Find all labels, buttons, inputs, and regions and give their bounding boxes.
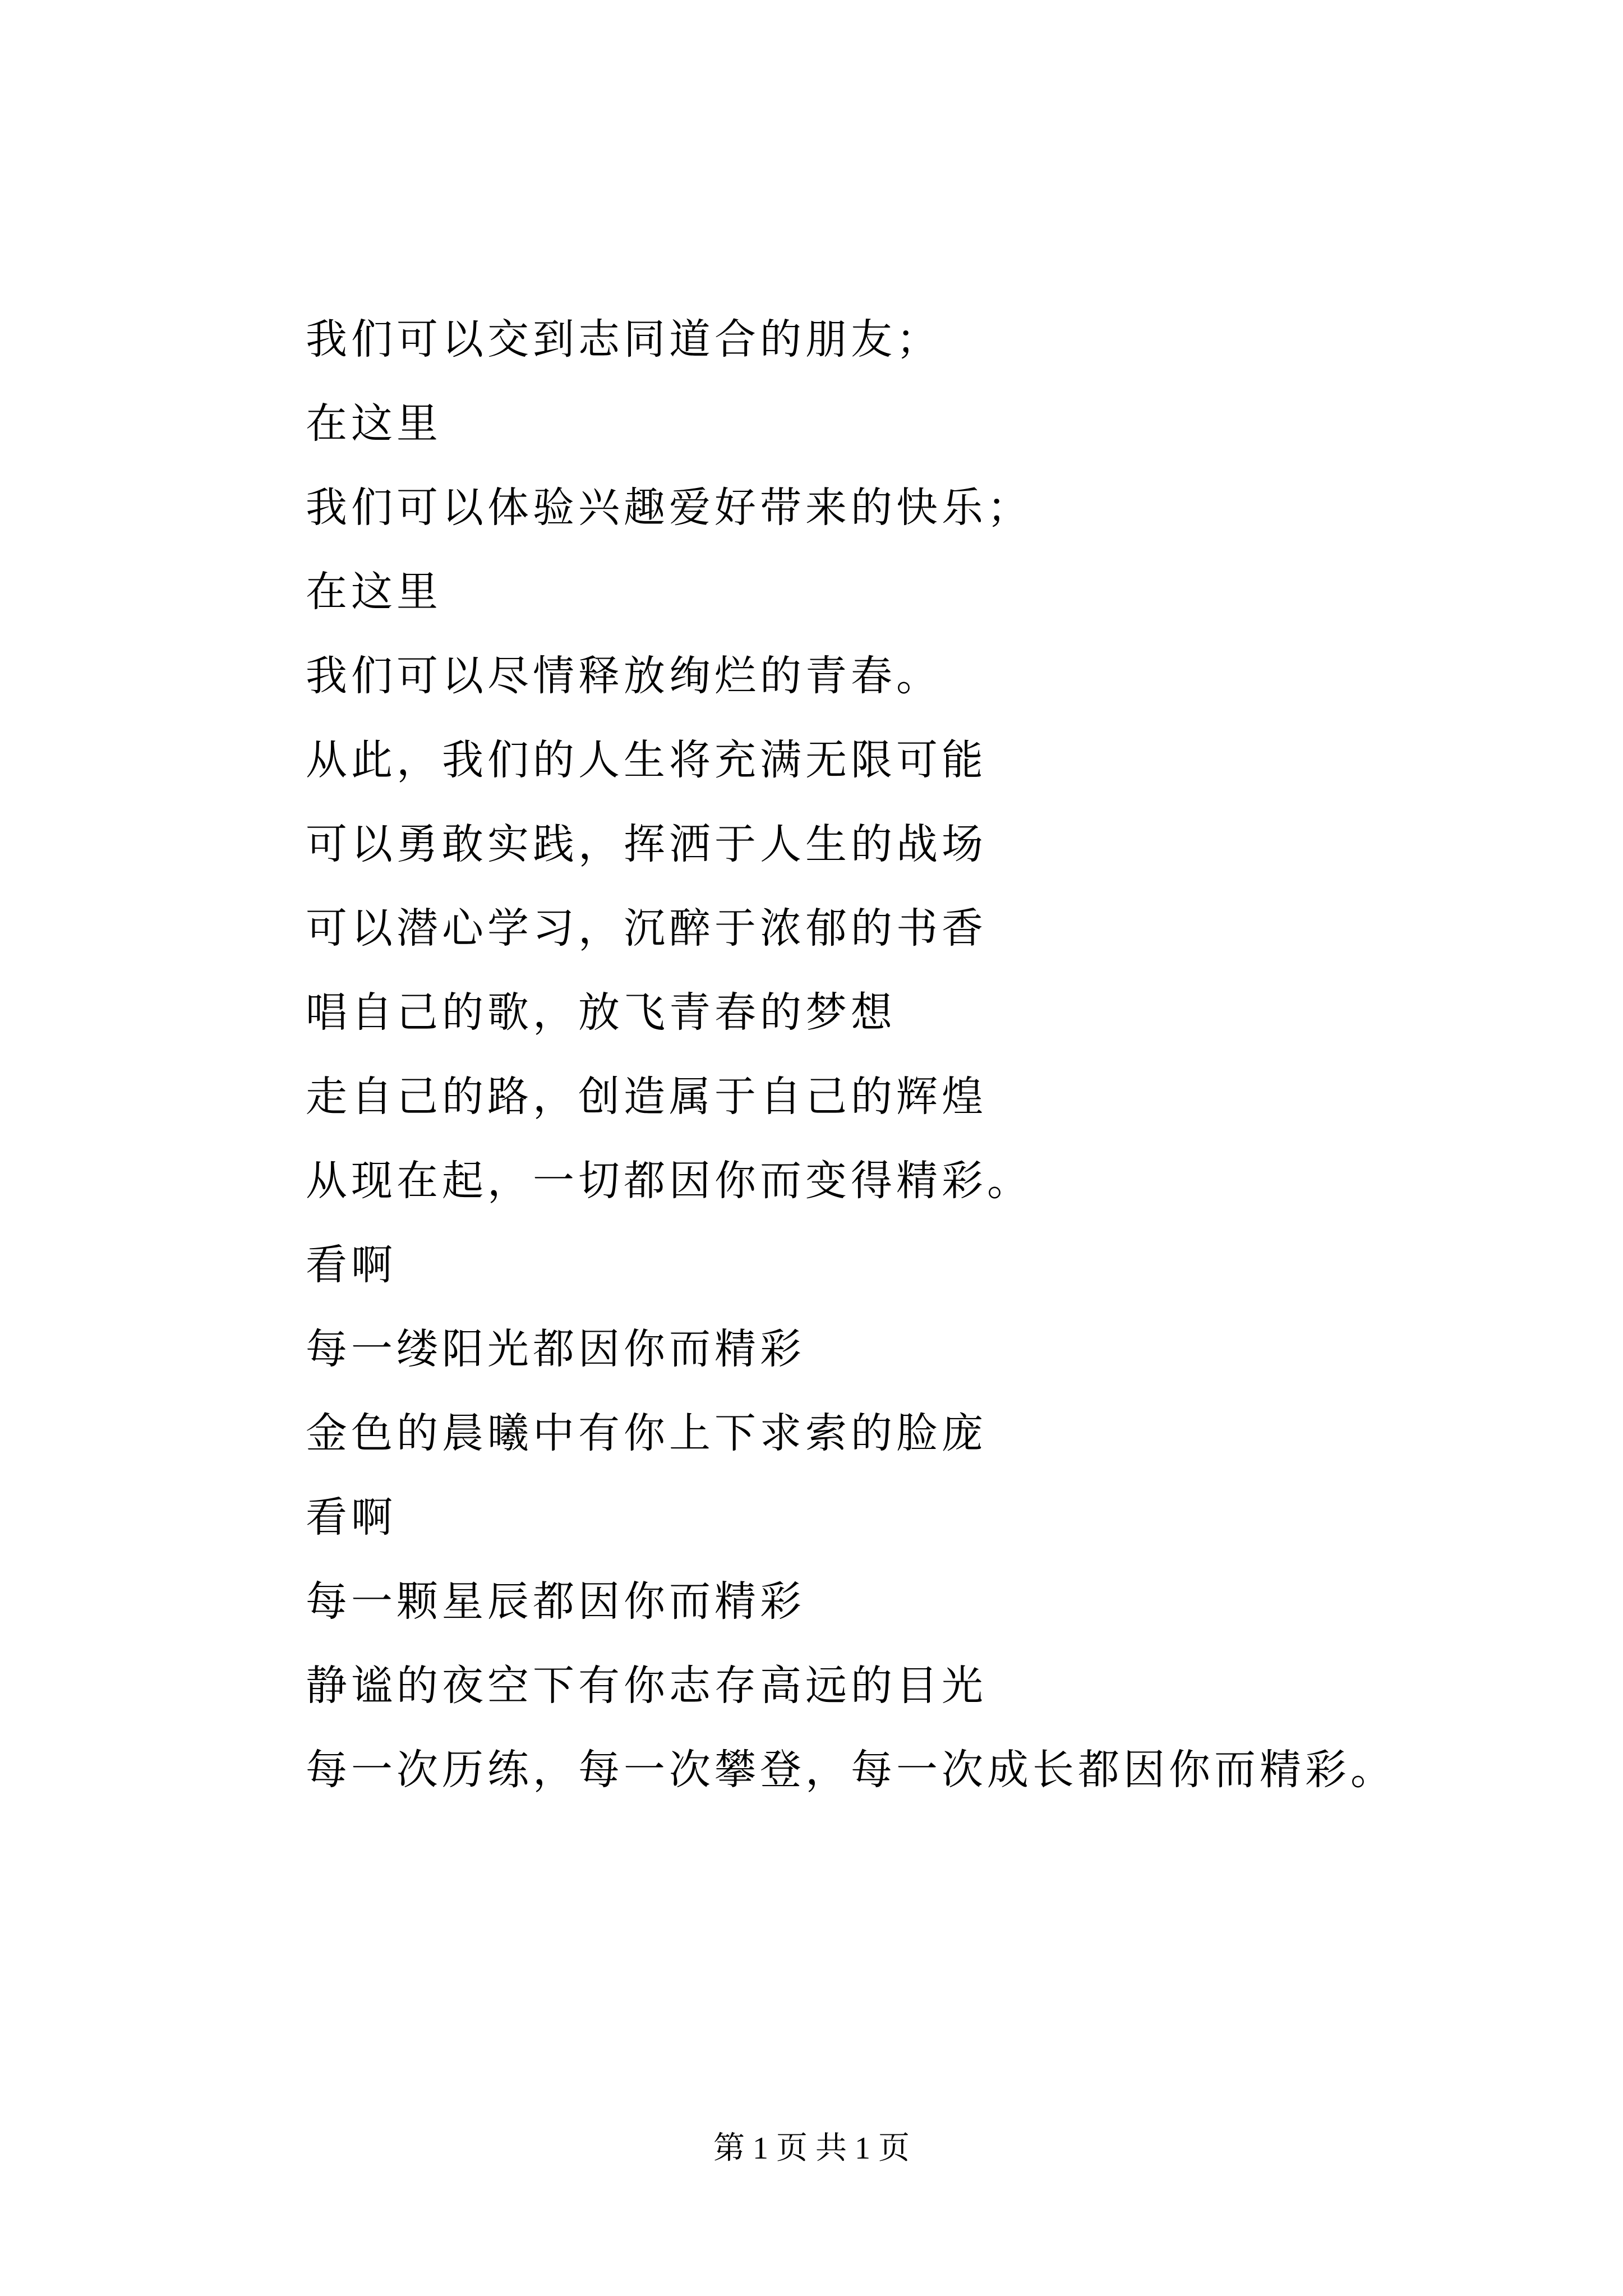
page-number-footer: 第 1 页 共 1 页 — [713, 2131, 910, 2166]
text-line: 唱自己的歌，放飞青春的梦想 — [306, 988, 896, 1037]
text-line: 每一次历练，每一次攀登，每一次成长都因你而精彩。 — [306, 1746, 1396, 1794]
text-line: 走自己的路，创造属于自己的辉煌 — [306, 1073, 987, 1121]
text-line: 可以潜心学习，沉醉于浓郁的书香 — [306, 904, 987, 953]
document-body — [306, 297, 1483, 1812]
text-line: 金色的晨曦中有你上下求索的脸庞 — [306, 1409, 987, 1457]
text-line: 静谧的夜空下有你志存高远的目光 — [306, 1662, 987, 1710]
text-line: 可以勇敢实践，挥洒于人生的战场 — [306, 820, 987, 868]
text-line: 在这里 — [306, 399, 442, 448]
text-line: 我们可以尽情释放绚烂的青春。 — [306, 652, 942, 700]
text-line: 从现在起，一切都因你而变得精彩。 — [306, 1157, 1032, 1205]
text-line: 每一缕阳光都因你而精彩 — [306, 1325, 805, 1373]
text-line: 我们可以交到志同道合的朋友； — [306, 315, 942, 364]
text-line: 看啊 — [306, 1241, 396, 1289]
text-line: 我们可以体验兴趣爱好带来的快乐； — [306, 484, 1032, 532]
text-line: 看啊 — [306, 1493, 396, 1542]
text-line: 从此，我们的人生将充满无限可能 — [306, 736, 987, 784]
text-line: 每一颗星辰都因你而精彩 — [306, 1577, 805, 1626]
text-line: 在这里 — [306, 568, 442, 616]
